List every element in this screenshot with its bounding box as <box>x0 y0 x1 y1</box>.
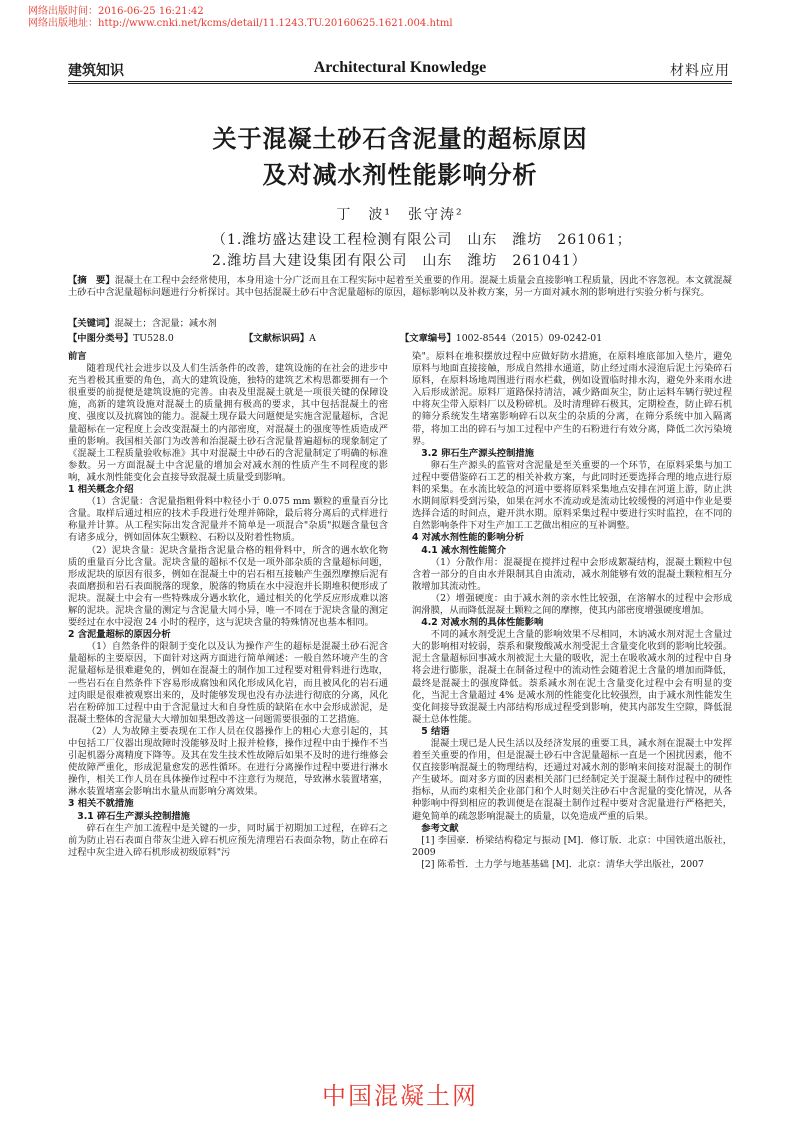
paper-title-line-1: 关于混凝土砂石含泥量的超标原因 <box>212 125 588 153</box>
paragraph: 随着现代社会进步以及人们生活条件的改善，建筑设施的在社会的进步中充当着极其重要的角色，高大的建筑设施，独特的建筑艺术构思都要拥有一个很重要的前提便是建筑设施的完善。由表及里混凝土就是一项很关键的保障设施，高新的建筑设施对混凝土的质量拥有极高的要求，其中包括混凝土的密度、强度以及抗腐蚀的能力。混凝土现存最大问题便是实施含泥量超标，含泥量超标在一定程度上会改变混凝土的内部密度，对混凝土的强度等性质造成严重的影响。我国相关部门为改善和治混凝土砂石含泥量普遍超标的现象制定了《混凝土工程质量验收标准》其中对混凝土中砂石的含泥量制定了明确的标准参数。另一方面混凝土中含泥量的增加会对减水剂的性质产生不同程度的影响，减水剂性能变化会直接导致混凝土质量受到影响。 <box>68 363 388 483</box>
article-number-value: 1002-8544（2015）09-0242-01 <box>455 333 603 344</box>
section-heading: 3.2 卵石生产源头控制措施 <box>421 447 534 459</box>
section-heading: 2 含泥量超标的原因分析 <box>68 629 171 641</box>
paragraph: （1）含泥量：含泥量指粗骨料中粒径小于 0.075 mm 颗粒的重量百分比含量。取样后通过相应的技术手段进行处理并筛除，最后将分离后的式样进行称量并计算。从工程实际出发含泥量并不简单是一项混合"杂质"拟题含量包含有诸多成分，例如固体灰尘颗粒、石粉以及附着性物质。 <box>68 496 388 544</box>
header-section-right: 材料应用 <box>670 63 730 79</box>
clc-label: 【中图分类号】 <box>68 333 134 344</box>
document-code-label: 【文献标识码】 <box>244 333 310 344</box>
abstract-text: 混凝土在工程中会经常使用，本身用途十分广泛而且在工程实际中起着至关重要的作用。混凝土质量会直接影响工程质量，因此不容忽视。本文就混凝土砂石中含泥量超标问题进行分析探讨。其中包括混凝土砂石中含泥量超标的原因，超标影响以及补救方案，另一方面对减水剂的影响进行实验分析与探究。 <box>68 275 732 298</box>
online-publish-url: 网络出版地址：http://www.cnki.net/kcms/detail/11.1243.TU.20160625.1621.004.html <box>28 18 453 29</box>
footer-watermark: 中国混凝土网 <box>322 1082 478 1110</box>
body-column-left <box>68 351 388 859</box>
paragraph: （2）增强硬度：由于减水剂的亲水性比较强，在溶解水的过程中会形成润滑膜，从而降低混凝土颗粒之间的摩擦，使其内部密度增强硬度增加。 <box>412 592 732 616</box>
affiliation-1: （1.潍坊盛达建设工程检测有限公司 山东 潍坊 261061； <box>212 232 632 248</box>
section-heading: 4 对减水剂性能的影响分析 <box>412 532 524 544</box>
paragraph: 卵石生产源头的监管对含泥量是至关重要的一个环节，在原料采集与加工过程中要借鉴碎石工艺的相关补救方案，与此同时还要选择合理的地点进行原料的采集。在水流比较急的河道中要将原料采集地点安排在河道上游，防止洪水期间原料受到污染，如果在河水不流动或是流动比较缓慢的河道中作业是要选择合适的时间点，避开洪水期。原料采集过程中要进行实时监控，在不同的自然影响条件下对生产加工工艺做出相应的互补调整。 <box>412 459 732 532</box>
journal-header <box>68 58 732 84</box>
document-code <box>244 330 316 344</box>
paragraph: 碎石在生产加工流程中是关键的一步，同时属于初期加工过程，在碎石之前为防止岩石表面自带灰尘进入碎石机应预先清理岩石表面杂物，防止在碎石过程中灰尘进入碎石机形成初级原料"污 <box>68 822 388 858</box>
online-publish-time: 网络出版时间：2016-06-25 16:21:42 <box>28 6 204 17</box>
header-journal-name: Architectural Knowledge <box>313 59 487 76</box>
authors: 丁 波¹ 张守涛² <box>336 207 464 223</box>
keywords-text: 混凝土；含泥量；减水剂 <box>114 318 217 329</box>
abstract <box>68 275 732 299</box>
section-heading: 3.1 碎石生产源头控制措施 <box>77 810 190 822</box>
header-section-left: 建筑知识 <box>68 63 124 79</box>
section-heading: 3 相关不就措施 <box>68 798 134 810</box>
section-heading: 5 结语 <box>421 725 450 737</box>
paragraph: 混凝土现已是人民生活以及经济发展的重要工具，减水剂在混凝土中发挥着至关重要的作用，但是混凝土砂石中含泥量超标一直是一个困扰因素，他不仅直接影响混凝土的物理结构，还通过对减水剂的影响来间接对混凝土的制作产生破坏。面对多方面的因素相关部门已经制定关于混凝土制作过程中的硬性指标，从而约束相关企业部门和个人时刻关注砂石中含泥量的变化情况，从各种影响中得到相应的教训便是在混凝土制作过程中要对含泥量进行严格把关，避免简单的疏忽影响混凝土的质量，以免造成严重的后果。 <box>412 738 732 822</box>
paragraph: （2）人为故障主要表现在工作人员在仪器操作上的粗心大意引起的，其中包括工厂仪器出现故障时没能够及时上报并检修，操作过程中由于操作不当引起机器分离精度下降等。及其在发生技术性故障后如果不及时的进行维修会使故障严重化，形成泥量愈发的恶性循环。在进行分离操作过程中要进行淋水操作，相关工作人员在具体操作过程中不注意行为规范，导致淋水装置堵塞，淋水装置堵塞会影响出水量从而影响分离效果。 <box>68 725 388 798</box>
clc-number <box>68 330 174 344</box>
reference-item: [2] 陈希哲．土力学与地基基础 [M]．北京：清华大学出版社，2007 <box>421 858 704 870</box>
document-code-value: A <box>309 333 316 344</box>
section-heading: 4.1 减水剂性能简介 <box>421 544 507 556</box>
section-heading: 4.2 对减水剂的具体性能影响 <box>421 617 544 629</box>
body-column-right <box>412 351 732 871</box>
paragraph: （1）自然条件的限制于变化以及认为操作产生的超标是混凝土砂石泥含量超标的主要原因，下面针对这两方面进行简单阐述：一般自然环境产生的含泥量超标是很难避免的，例如在混凝土的制作加工过程要对粗骨料进行选取，一些岩石在自然条件下容易形成腐蚀和风化形成风化岩，而且被风化的岩石通过肉眼是很难被观察出来的，及时能够发现也没有办法进行彻底的分离，风化岩在粉碎加工过程中由于含泥量过大和自身性质的缺陷在水中会形成淤泥，是混凝土整体的含泥量大大增加如果想改善这一问题需要很强的工艺措施。 <box>68 641 388 725</box>
keywords-label: 【关键词】 <box>68 318 115 329</box>
paper-title-line-2: 及对减水剂性能影响分析 <box>262 161 538 189</box>
paragraph: 不同的减水剂受泥土含量的影响效果不尽相同，木讷减水剂对泥土含量过大的影响相对较弱，萘系和聚羧酸减水剂受泥土含量变化收到的影响比较强。泥土含量超标回事减水剂被泥土大量的吸收，泥土在吸收减水剂的过程中自身将会进行膨胀，混凝土在制备过程中的流动性会随着泥土含量的增加而降低，最终是混凝土的强度降低。萘系减水剂在泥土含量变化过程中会有明显的变化，当泥土含量超过 4% 是减水剂的性能变化比较强烈，由于减水剂性能发生变化间接导致混凝土内部结构形成过程受到影响，使其内部发生空隙，降低混凝土总体性能。 <box>412 629 732 725</box>
keywords <box>68 315 732 329</box>
paragraph: （2）泥块含量：泥块含量指含泥量合格的粗骨料中，所含的遇水软化物质的重量百分比含量。泥块含量的超标不仅是一项外部杂质的含量超标问题，形成泥块的原因有很多，例如在混凝土中的岩石相互接触产生强烈摩擦后泥有表面磨损和岩石表面脱落的现象，脱落的物质在水中浸泡并长期堆积便形成了泥块。混凝土中会有一些特殊成分遇水软化，通过相关的化学反应形成难以溶解的泥块。泥块含量的测定与含泥量大同小异，唯一不同在于泥块含量的测定要经过在水中浸泡 24 小时的程序，这与泥块含量的特殊情况也基本相同。 <box>68 544 388 629</box>
paragraph: 染"。原料在堆积摆放过程中应做好防水措施，在原料堆底部加入垫片，避免原料与地面直接接触，形成自然排水通道，防止经过雨水浸泡后泥土污染碎石原料，在原料场地周围进行雨水栏截，例如设置临时排水沟，避免外来雨水进入后形成淤泥。原料厂道路保持清洁，减少路面灰尘，防止运料车辆行驶过程中将灰尘带入原料厂以及粉碎机。及时清理碎石极其，定期检查，防止碎石机的筛分系统发生堵塞影响碎石以灰尘的杂质的分离，在筛分系统中加入隔离带，将加工出的碎石与加工过程中产生的石粉进行有效分离，降低二次污染境界。 <box>412 351 732 447</box>
reference-item: [1] 李国豪．桥梁结构稳定与振动 [M]．修订版．北京：中国铁道出版社，2009 <box>412 834 732 858</box>
paragraph: （1）分散作用：混凝提在搅拌过程中会形成絮凝结构，混凝土颗粒中包含着一部分的自由水并限制其自由流动，减水剂能够有效的混凝土颗粒相互分散增加其流动性。 <box>412 556 732 592</box>
section-heading: 前言 <box>68 351 87 362</box>
section-heading: 参考文献 <box>421 822 459 834</box>
clc-value: TU528.0 <box>133 333 174 344</box>
article-number-label: 【文章编号】 <box>400 333 456 344</box>
article-number <box>400 330 602 344</box>
affiliation-2: 2.潍坊昌大建设集团有限公司 山东 潍坊 261041） <box>212 253 587 269</box>
abstract-label: 【摘 要】 <box>68 275 115 286</box>
section-heading: 1 相关概念介绍 <box>68 484 134 496</box>
